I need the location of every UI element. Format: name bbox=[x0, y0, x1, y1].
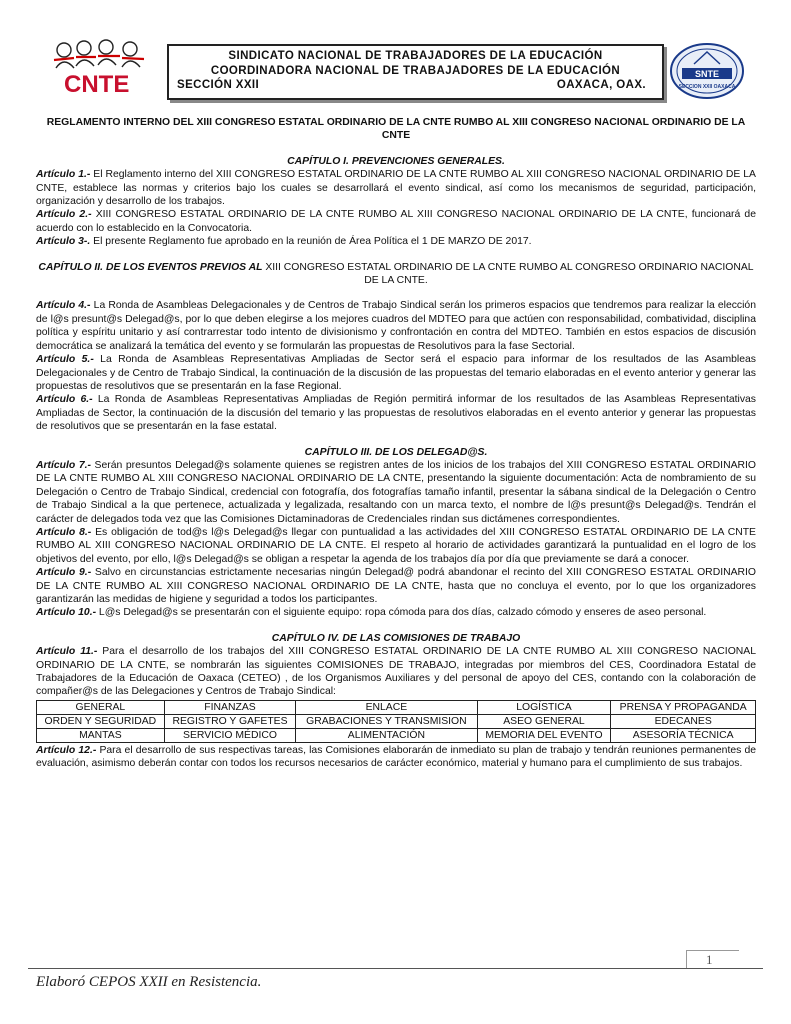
footer-divider bbox=[28, 968, 763, 969]
document-title: REGLAMENTO INTERNO DEL XIII CONGRESO ESTATAL ORDINARIO DE LA CNTE RUMBO AL XIII CONGRESO NACIONAL ORDINARIO DE LA CNTE bbox=[46, 117, 746, 142]
table-cell: MEMORIA DEL EVENTO bbox=[477, 728, 611, 742]
article-3-label: Artículo 3-. bbox=[36, 236, 91, 248]
article-7-text: Serán presuntos Delegad@s solamente quienes se registren antes de los inicios de los trabajos del XIII CONGRESO ESTATAL ORDINARIO DE LA CNTE RUMBO AL XIII CONGRESO NACIONAL ORDINARIO DE LA CNTE, presentando la siguiente documentación: Acta de nombramiento de su Delegación o Centro de Trabajo Sindical, credencial con fotografía, dos fotografías tamaño infantil, presentar la sábana sindical de la Delegación o Centro de Trabajo Sindical a la que pertenece, actualizada y legalizada, resaltando con un marca texto, el nombre de l@s presunt@s Delegad@s. Tendrán el carácter de delegados toda vez que las Comisiones Dictaminadoras de Credenciales rindan sus dictámenes correspondientes. bbox=[36, 459, 756, 525]
commissions-table bbox=[36, 700, 756, 743]
article-6-label: Artículo 6.- bbox=[36, 394, 93, 406]
table-cell: FINANZAS bbox=[164, 700, 296, 714]
table-cell: LOGÍSTICA bbox=[477, 700, 611, 714]
snte-seal-sub: SECCION XXII OAXACA bbox=[678, 84, 736, 90]
table-cell: SERVICIO MÉDICO bbox=[164, 728, 296, 742]
table-row bbox=[37, 700, 756, 714]
header-location: OAXACA, OAX. bbox=[556, 79, 646, 91]
article-5-label: Artículo 5.- bbox=[36, 354, 94, 366]
article-4-label: Artículo 4.- bbox=[36, 300, 91, 312]
header-line-2: COORDINADORA NACIONAL DE TRABAJADORES DE LA EDUCACIÓN bbox=[210, 65, 621, 77]
article-6 bbox=[36, 393, 756, 433]
table-cell: GRABACIONES Y TRANSMISION bbox=[296, 714, 477, 728]
article-11 bbox=[36, 645, 756, 699]
table-cell: MANTAS bbox=[37, 728, 165, 742]
article-1-text: El Reglamento interno del XIII CONGRESO ESTATAL ORDINARIO DE LA CNTE RUMBO AL XIII CONGRESO NACIONAL ORDINARIO DE LA CNTE, establece las normas y criterios bajo los cuales se desarrollará el evento sindical, así como los mecanismos de seguridad, participación, organización y desarrollo de los trabajos. bbox=[36, 169, 756, 208]
article-2-text: XIII CONGRESO ESTATAL ORDINARIO DE LA CNTE RUMBO AL XIII CONGRESO NACIONAL ORDINARIO DE LA CNTE, funcionará de acuerdo con lo establecido en la Convocatoria. bbox=[36, 209, 756, 234]
article-12-text: Para el desarrollo de sus respectivas tareas, las Comisiones elaborarán de inmediato su plan de trabajo y tendrán reuniones permanentes de evaluación, asimismo deberán contar con todos los recursos necesarios de carácter económico, material y humano para el cumplimiento de sus trabajos. bbox=[36, 744, 757, 770]
snte-seal bbox=[668, 42, 746, 100]
page-number-box bbox=[686, 950, 739, 969]
article-12-label: Artículo 12.- bbox=[36, 744, 97, 756]
cnte-logo-text: CNTE bbox=[64, 71, 130, 96]
article-9-text: Salvo en circunstancias estrictamente necesarias ningún Delegad@ podrá abandonar el recinto del XIII CONGRESO ESTATAL ORDINARIO DE LA CNTE RUMBO AL XIII CONGRESO NACIONAL ORDINARIO DE LA CNTE, hasta que no concluya el evento, por lo que los organizadores garantizarán las medidas de higiene y seguridad a todos los participantes. bbox=[36, 567, 756, 605]
table-cell: GENERAL bbox=[37, 700, 165, 714]
article-8-label: Artículo 8.- bbox=[36, 526, 92, 538]
article-4-text: La Ronda de Asambleas Delegacionales y de Centros de Trabajo Sindical serán los primeros espacios que tendremos para realizar la elección de l@s presunt@s Delegad@s, por lo que deben elegirse a los mejores cuadros del MDTEO para que actúen con responsabilidad, combatividad, disciplina política y espíritu unitario y así contrarrestar todo intento de divisionismo y confrontación en contra del MDTEO. También en estos espacios de discusión democrática se analizará la temática del evento y se formularán las propuestas de Resolutivos para la fase Sectorial. bbox=[36, 300, 756, 352]
article-1 bbox=[36, 168, 756, 208]
table-cell: EDECANES bbox=[611, 714, 756, 728]
article-9 bbox=[36, 566, 756, 606]
snte-seal-text: SNTE bbox=[694, 69, 720, 79]
article-8-text: Es obligación de tod@s l@s Delegad@s llegar con puntualidad a las actividades del XIII CONGRESO ESTATAL ORDINARIO DE LA CNTE RUMBO AL XIII CONGRESO NACIONAL ORDINARIO DE LA CNTE. El respeto al horario de actividades garantizará la puntualidad en el logro de los objetivos del evento, por ello, l@s Delegad@s se obligan a respetar la agenda de los trabajos día por día que previamente se dará a conocer. bbox=[36, 526, 756, 565]
article-10-label: Artículo 10.- bbox=[36, 607, 97, 619]
article-4 bbox=[36, 299, 756, 353]
header-box bbox=[167, 44, 664, 100]
document-body bbox=[36, 116, 756, 771]
table-cell: ASEO GENERAL bbox=[477, 714, 611, 728]
article-11-text: Para el desarrollo de los trabajos del XIII CONGRESO ESTATAL ORDINARIO DE LA CNTE RUMBO AL XIII CONGRESO NACIONAL ORDINARIO DE LA CNTE, se nombrarán las siguientes COMISIONES DE TRABAJO, integradas por miembros del CES, Coordinadora Estatal de Trabajadores de la Educación de Oaxaca (CETEO) , de los Organismos Auxiliares y del personal de apoyo del CES, contando con la colaboración de compañer@s de las Delegaciones y Centros de Trabajo Sindical: bbox=[36, 646, 756, 698]
article-5-text: La Ronda de Asambleas Representativas Ampliadas de Sector será el espacio para informar de los resultados de las Asambleas Delegacionales y de Centro de Trabajo Sindical, la continuación de la discusión de las propuestas del temario elaboradas en el evento anterior y generar las propuestas de resolutivos que se presentarán en la fase Regional. bbox=[36, 354, 756, 392]
article-10 bbox=[36, 606, 756, 619]
chapter-2-heading-tail: XIII CONGRESO ESTATAL ORDINARIO DE LA CNTE RUMBO AL CONGRESO ORDINARIO NACIONAL DE LA CNTE. bbox=[262, 261, 754, 287]
article-9-label: Artículo 9.- bbox=[36, 567, 92, 579]
table-cell: REGISTRO Y GAFETES bbox=[164, 714, 296, 728]
footer-credit: Elaboró CEPOS XXII en Resistencia. bbox=[36, 974, 262, 990]
table-cell: ASESORÍA TÉCNICA bbox=[611, 728, 756, 742]
chapter-2-heading bbox=[36, 261, 756, 288]
cnte-logo bbox=[50, 38, 162, 96]
article-10-text: L@s Delegad@s se presentarán con el siguiente equipo: ropa cómoda para dos días, calzado cómodo y enseres de aseo personal. bbox=[96, 607, 707, 619]
article-5 bbox=[36, 353, 756, 393]
chapter-3-heading: CAPÍTULO III. DE LOS DELEGAD@S. bbox=[304, 446, 488, 458]
table-cell: ALIMENTACIÓN bbox=[296, 728, 477, 742]
table-row bbox=[37, 714, 756, 728]
article-8 bbox=[36, 526, 756, 566]
article-3-text: El presente Reglamento fue aprobado en la reunión de Área Política el 1 DE MARZO DE 2017. bbox=[90, 236, 532, 248]
page-number: 1 bbox=[706, 952, 713, 967]
table-cell: PRENSA Y PROPAGANDA bbox=[611, 700, 756, 714]
table-cell: ORDEN Y SEGURIDAD bbox=[37, 714, 165, 728]
header-section: SECCIÓN XXII bbox=[177, 79, 260, 91]
article-1-label: Artículo 1.- bbox=[36, 169, 91, 181]
article-2 bbox=[36, 208, 756, 235]
table-row bbox=[37, 728, 756, 742]
article-7-label: Artículo 7.- bbox=[36, 459, 91, 471]
header-line-1: SINDICATO NACIONAL DE TRABAJADORES DE LA EDUCACIÓN bbox=[228, 50, 603, 62]
chapter-4-heading: CAPÍTULO IV. DE LAS COMISIONES DE TRABAJO bbox=[271, 632, 521, 644]
article-2-label: Artículo 2.- bbox=[36, 209, 92, 221]
article-3 bbox=[36, 235, 756, 248]
article-12 bbox=[36, 744, 756, 771]
article-11-label: Artículo 11.- bbox=[36, 646, 98, 658]
table-cell: ENLACE bbox=[296, 700, 477, 714]
article-6-text: La Ronda de Asambleas Representativas Ampliadas de Región permitirá informar de los resultados de las Asambleas Representativas Ampliadas de Sector, la continuación de la discusión del temario y las propuestas de resolutivos elaboradas en el evento anterior y generar las propuestas de resolutivos que se presentarán en la fase estatal. bbox=[36, 394, 756, 433]
chapter-2-heading-main: CAPÍTULO II. DE LOS EVENTOS PREVIOS AL bbox=[38, 261, 263, 273]
chapter-1-heading: CAPÍTULO I. PREVENCIONES GENERALES. bbox=[287, 155, 505, 167]
article-7 bbox=[36, 459, 756, 526]
